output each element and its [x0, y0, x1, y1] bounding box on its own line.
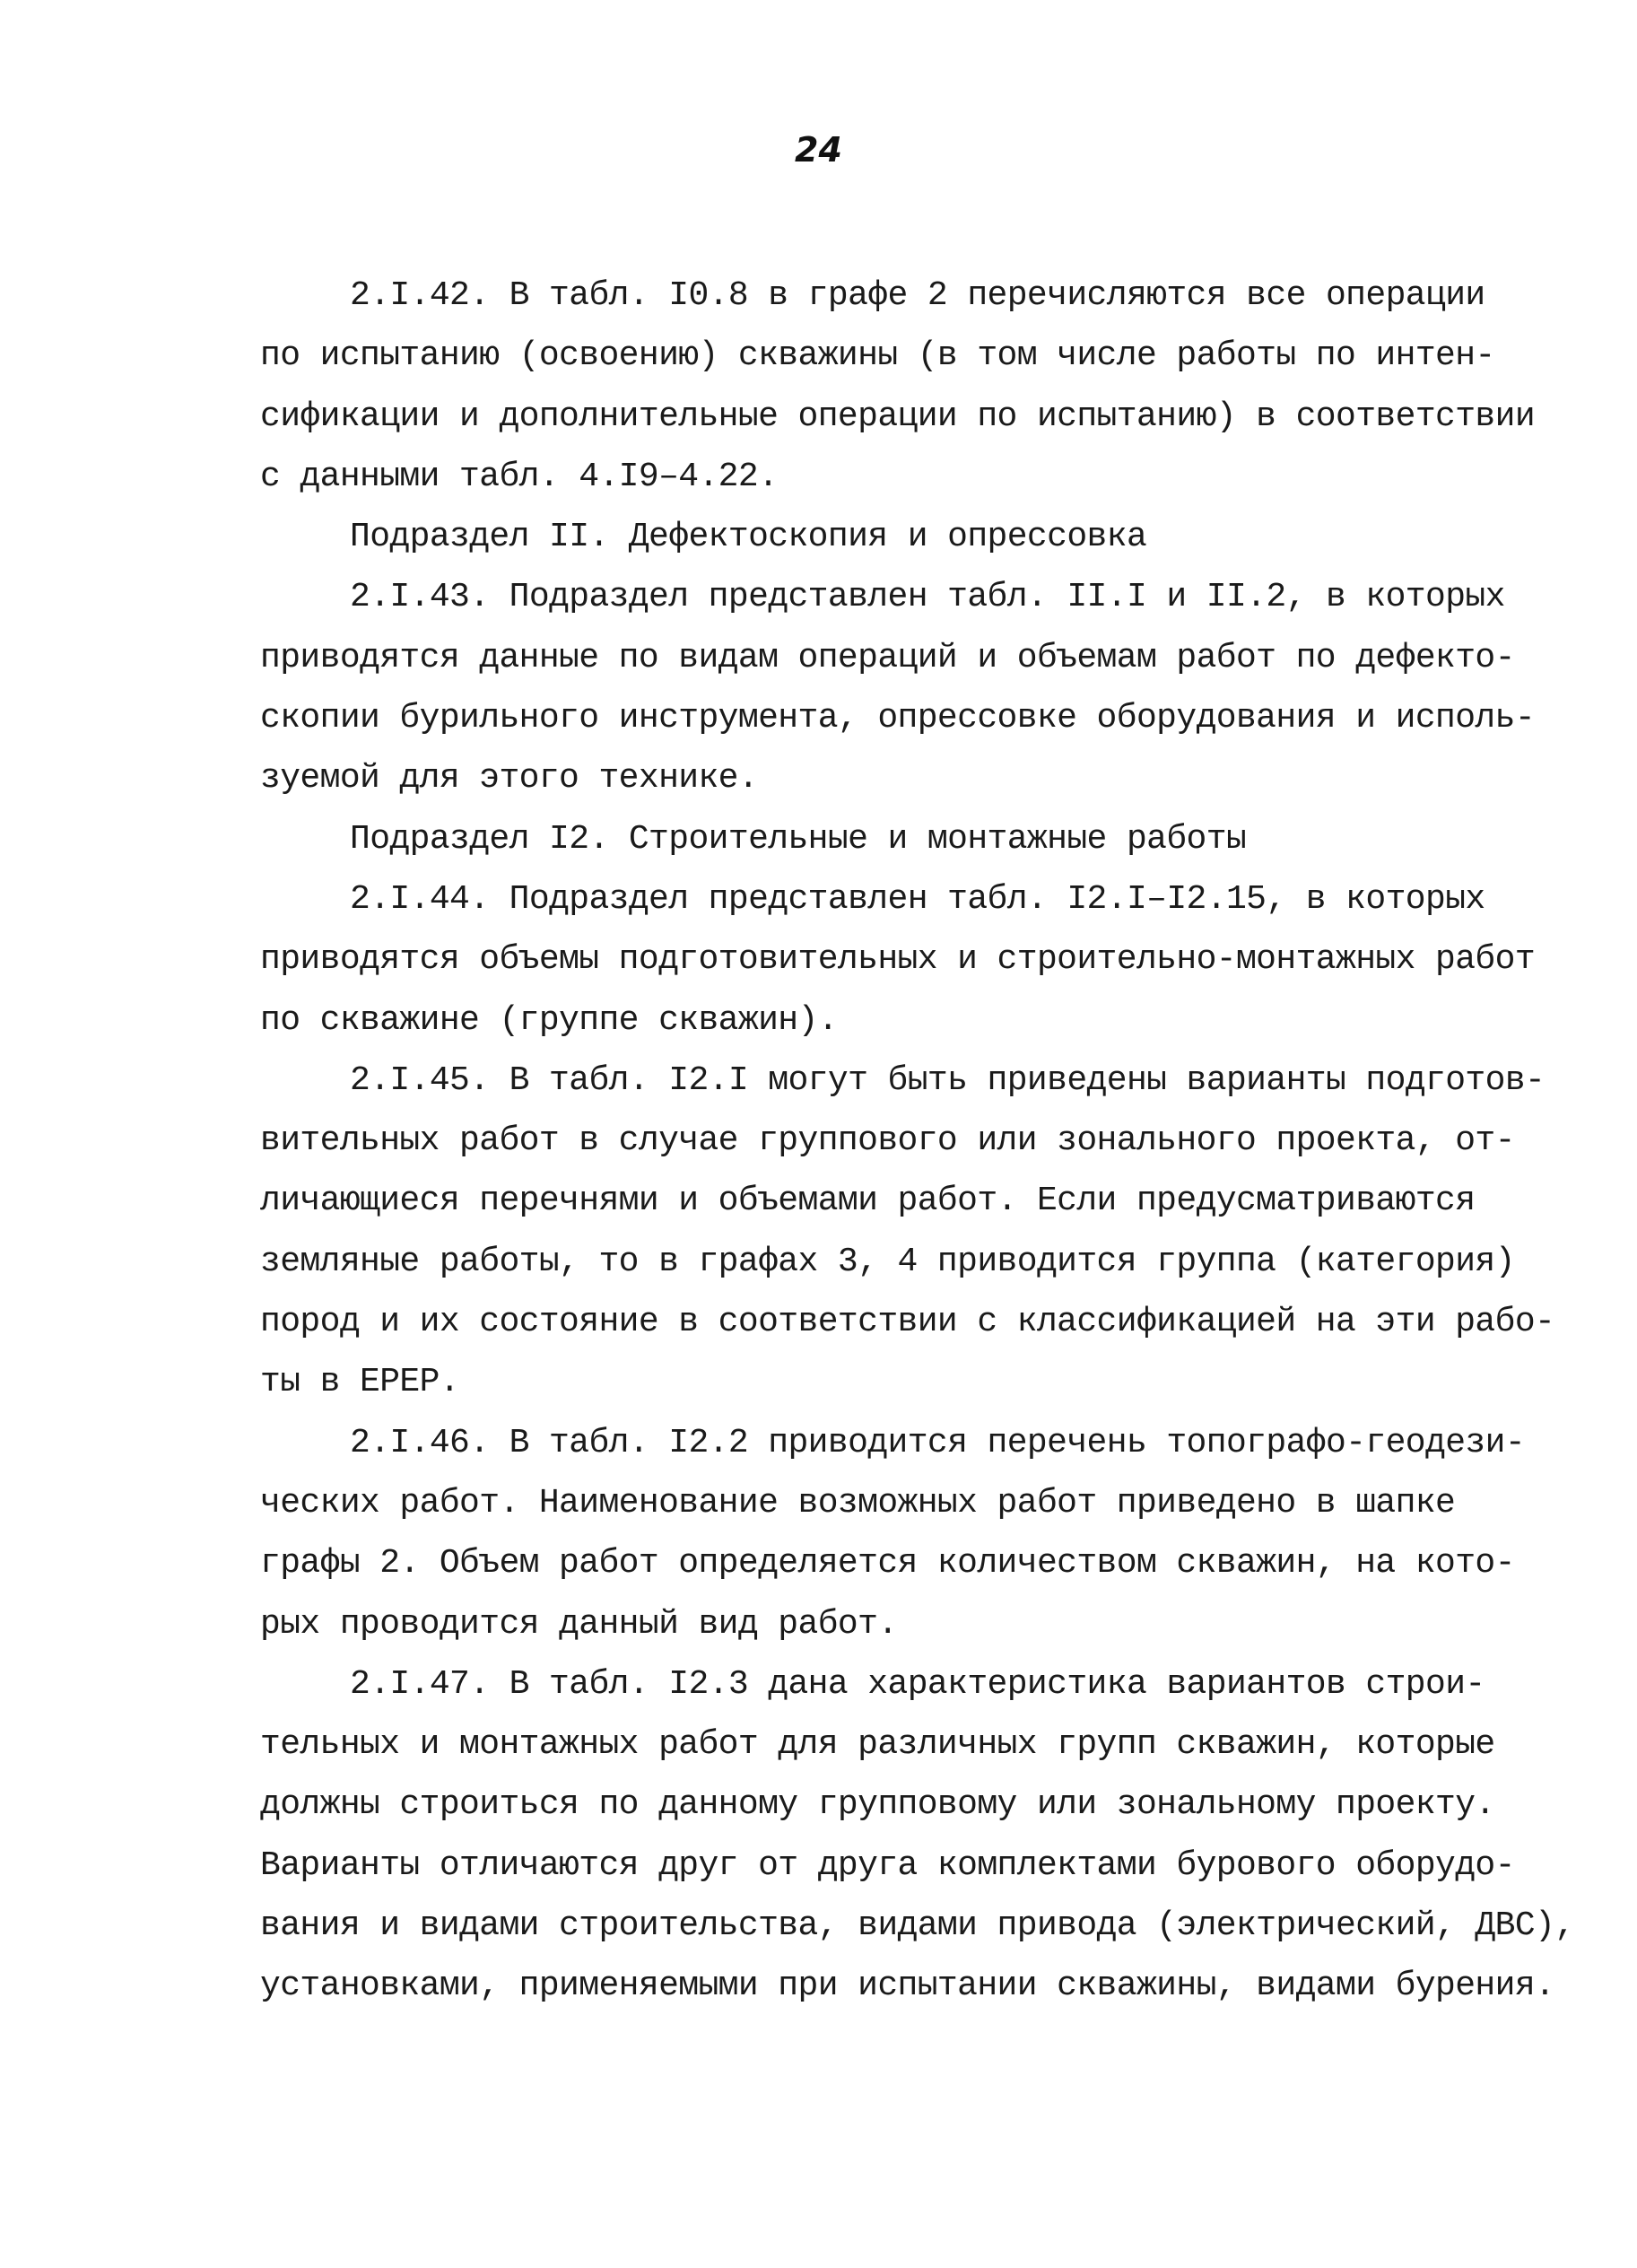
text-line: 2.I.46. В табл. I2.2 приводится перечень топографо-геодези-: [350, 1423, 1526, 1462]
text-line: зуемой для этого технике.: [260, 759, 759, 798]
page-number: 24: [795, 130, 842, 170]
text-line: пород и их состояние в соответствии с классификацией на эти рабо-: [260, 1303, 1555, 1342]
text-line: сификации и дополнительные операции по испытанию) в соответствии: [260, 397, 1536, 436]
subsection-heading: Подраздел II. Дефектоскопия и опрессовка: [350, 518, 1147, 557]
text-line: 2.I.47. В табл. I2.3 дана характеристика вариантов строи-: [350, 1664, 1485, 1704]
text-line: вания и видами строительства, видами привода (электрический, ДВС),: [260, 1906, 1575, 1946]
text-line: по скважине (группе скважин).: [260, 1000, 838, 1040]
text-line: тельных и монтажных работ для различных групп скважин, которые: [260, 1725, 1495, 1765]
text-line: земляные работы, то в графах 3, 4 приводится группа (категория): [260, 1242, 1515, 1281]
text-line: Варианты отличаются друг от друга комплектами бурового оборудо-: [260, 1845, 1515, 1885]
text-line: приводятся объемы подготовительных и строительно-монтажных работ: [260, 940, 1536, 980]
text-line: скопии бурильного инструмента, опрессовке оборудования и исполь-: [260, 699, 1536, 738]
text-line: 2.I.45. В табл. I2.I могут быть приведены варианты подготов-: [350, 1060, 1546, 1100]
text-line: по испытанию (освоению) скважины (в том числе работы по интен-: [260, 336, 1495, 376]
text-line: ты в ЕРЕР.: [260, 1363, 460, 1402]
text-line: установками, применяемыми при испытании скважины, видами бурения.: [260, 1967, 1555, 2006]
text-line: ческих работ. Наименование возможных работ приведено в шапке: [260, 1483, 1456, 1522]
text-line: личающиеся перечнями и объемами работ. Если предусматриваются: [260, 1182, 1476, 1221]
text-line: 2.I.42. В табл. I0.8 в графе 2 перечисляются все операции: [350, 276, 1485, 315]
text-line: с данными табл. 4.I9–4.22.: [260, 457, 779, 496]
text-line: графы 2. Объем работ определяется количеством скважин, на кото-: [260, 1544, 1515, 1583]
text-line: рых проводится данный вид работ.: [260, 1604, 898, 1644]
text-line: 2.I.43. Подраздел представлен табл. II.I и II.2, в которых: [350, 578, 1505, 617]
document-body: [260, 266, 1575, 2017]
text-line: должны строиться по данному групповому или зональному проекту.: [260, 1785, 1495, 1825]
text-line: 2.I.44. Подраздел представлен табл. I2.I–I2.15, в которых: [350, 879, 1485, 919]
subsection-heading: Подраздел I2. Строительные и монтажные работы: [350, 819, 1247, 859]
text-line: приводятся данные по видам операций и объемам работ по дефекто-: [260, 638, 1515, 677]
text-line: вительных работ в случае группового или зонального проекта, от-: [260, 1121, 1515, 1161]
